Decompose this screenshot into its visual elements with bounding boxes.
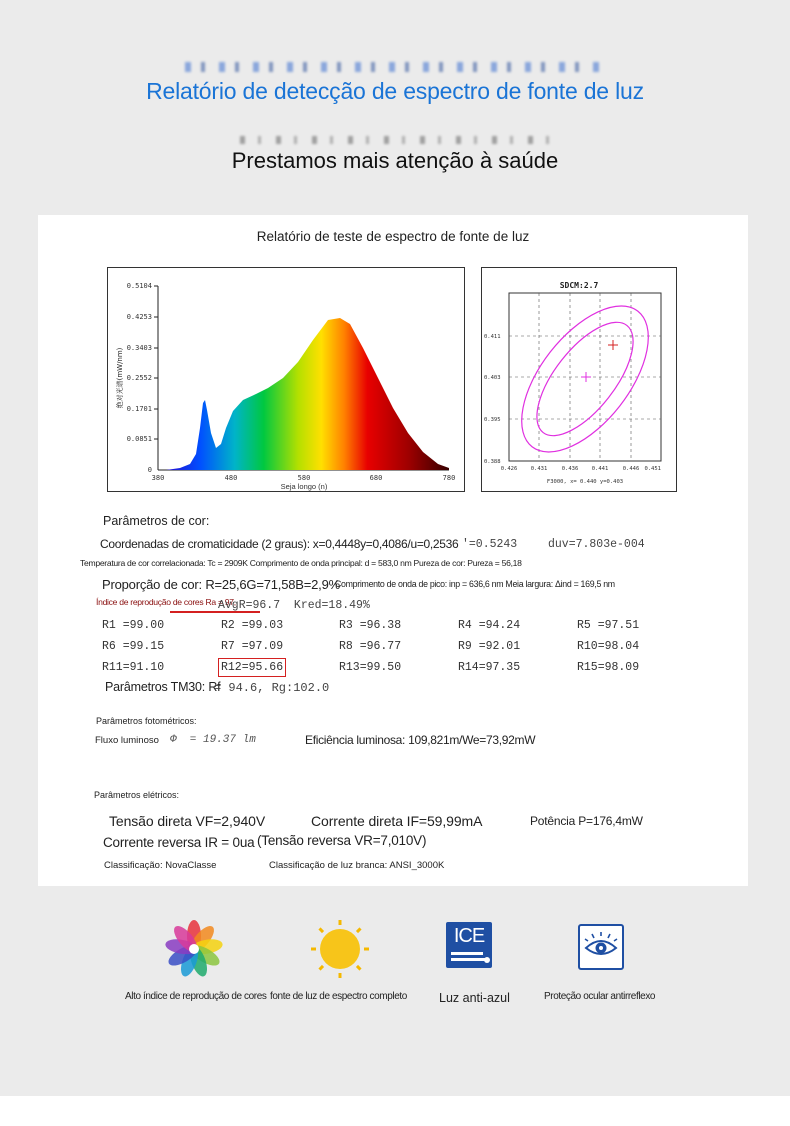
y-tick: 0.388 <box>484 459 501 465</box>
x-tick: 580 <box>297 474 311 482</box>
luminous-efficiency: Eficiência luminosa: 109,821m/We=73,92mW <box>305 733 536 747</box>
eye-icon <box>578 924 624 970</box>
sdcm-footer: F3000, x= 0.440 y=0.403 <box>546 479 624 485</box>
r-value: R9 =92.01 <box>458 640 521 653</box>
feature-label: Alto índice de reprodução de cores <box>125 991 267 1002</box>
x-tick: 0.451 <box>644 466 661 472</box>
page-bottom-strip <box>0 1096 790 1126</box>
r-value: R2 =99.03 <box>221 619 284 632</box>
x-tick: 680 <box>369 474 383 482</box>
sun-icon <box>309 918 371 980</box>
color-params-heading: Parâmetros de cor: <box>103 514 210 528</box>
feature-label: Luz anti-azul <box>439 991 510 1005</box>
white-light-classification: Classificação de luz branca: ANSI_3000K <box>269 860 445 871</box>
decorative-blur-strip <box>185 62 605 72</box>
x-tick: 0.431 <box>530 466 548 472</box>
reverse-current: Corrente reversa IR = 0ua <box>103 835 255 850</box>
flux-label: Fluxo luminoso <box>95 735 159 746</box>
x-tick: 0.441 <box>591 466 609 472</box>
sdcm-chart <box>481 267 677 492</box>
x-tick: 380 <box>151 474 165 482</box>
feature-label: Proteção ocular antirreflexo <box>544 991 656 1002</box>
r-value: R1 =99.00 <box>102 619 165 632</box>
electrical-heading: Parâmetros elétricos: <box>94 790 180 800</box>
ice-badge-text: ICE <box>453 925 485 947</box>
flower-icon <box>165 920 223 978</box>
r-value: R13=99.50 <box>339 661 402 674</box>
y-tick: 0.0851 <box>126 435 152 443</box>
classification: Classificação: NovaClasse <box>104 860 217 871</box>
spectrum-curve <box>166 318 449 470</box>
peak-wavelength: Comprimento de onda de pico: inp = 636,6 nm Meia largura: Δind = 169,5 nm <box>335 579 615 589</box>
x-tick: 0.436 <box>561 466 579 472</box>
feature-label: fonte de luz de espectro completo <box>270 991 407 1002</box>
x-tick: 780 <box>442 474 456 482</box>
r-value: R15=98.09 <box>577 661 640 674</box>
forward-current: Corrente direta IF=59,99mA <box>311 813 483 829</box>
sdcm-ellipse-outer <box>497 284 672 474</box>
target-marker <box>581 372 591 382</box>
chromaticity-line: Coordenadas de cromaticidade (2 graus): x=0,4448y=0,4086/u=0,2536 <box>100 537 459 551</box>
color-ratio: Proporção de cor: R=25,6G=71,58B=2,9% <box>102 577 340 592</box>
cct-line: Temperatura de cor correlacionada: Tc = 2909K Comprimento de onda principal: d = 583,0 nm Pureza de cor: Pureza = 56,18 <box>80 558 522 568</box>
r-value: R10=98.04 <box>577 640 640 653</box>
y-tick: 0.411 <box>484 334 501 340</box>
x-tick: 0.426 <box>500 466 518 472</box>
photometric-heading: Parâmetros fotométricos: <box>96 716 197 726</box>
r-value: R7 =97.09 <box>221 640 284 653</box>
r12-highlight: R12=95.66 <box>218 658 286 677</box>
report-panel <box>38 215 748 886</box>
y-tick: 0.395 <box>484 417 501 423</box>
duv-value: duv=7.803e-004 <box>548 538 645 551</box>
measured-marker <box>608 340 618 350</box>
y-tick: 0.4253 <box>126 313 152 321</box>
sdcm-chart-svg <box>482 268 676 491</box>
spectrum-chart <box>107 267 465 492</box>
ra-label: Índice de reprodução de cores Ra = 97, <box>96 597 236 607</box>
r-value: R8 =96.77 <box>339 640 402 653</box>
r-value: R14=97.35 <box>458 661 521 674</box>
y-tick: 0.1701 <box>126 405 152 413</box>
x-axis-label: Seja longo (n) <box>280 482 328 491</box>
r-value: R5 =97.51 <box>577 619 640 632</box>
y-tick: 0.403 <box>484 375 501 381</box>
ice-icon <box>446 922 492 968</box>
spectrum-chart-svg <box>108 268 464 491</box>
page-title: Relatório de detecção de espectro de fonte de luz <box>146 78 644 104</box>
r-value: R3 =96.38 <box>339 619 402 632</box>
r-value: R11=91.10 <box>102 661 165 674</box>
x-tick: 480 <box>224 474 238 482</box>
forward-voltage: Tensão direta VF=2,940V <box>109 813 266 829</box>
x-tick: 0.446 <box>622 466 640 472</box>
r-value: R4 =94.24 <box>458 619 521 632</box>
avg-r-kred: AvgR=96.7 Kred=18.49% <box>218 599 370 612</box>
power: Potência P=176,4mW <box>530 814 643 828</box>
flux-value: Φ = 19.37 lm <box>170 734 256 746</box>
y-tick: 0.5104 <box>126 282 152 290</box>
report-title: Relatório de teste de espectro de fonte de luz <box>256 229 530 244</box>
y-axis-label: 绝对光谱(mW/nm) <box>116 347 124 409</box>
reverse-voltage: (Tensão reversa VR=7,010V) <box>257 833 427 848</box>
sdcm-title: SDCM:2.7 <box>559 281 599 290</box>
page-subtitle: Prestamos mais atenção à saúde <box>231 148 559 173</box>
y-tick: 0.2552 <box>126 374 152 382</box>
y-tick: 0.3403 <box>126 344 152 352</box>
tm30-label: Parâmetros TM30: Rf <box>105 680 221 694</box>
tm30-values: = 94.6, Rg:102.0 <box>214 681 330 695</box>
decorative-blur-strip <box>240 136 550 144</box>
r-value: R6 =99.15 <box>102 640 165 653</box>
y-tick: 0 <box>147 466 152 474</box>
chromaticity-v: '=0.5243 <box>462 538 518 551</box>
